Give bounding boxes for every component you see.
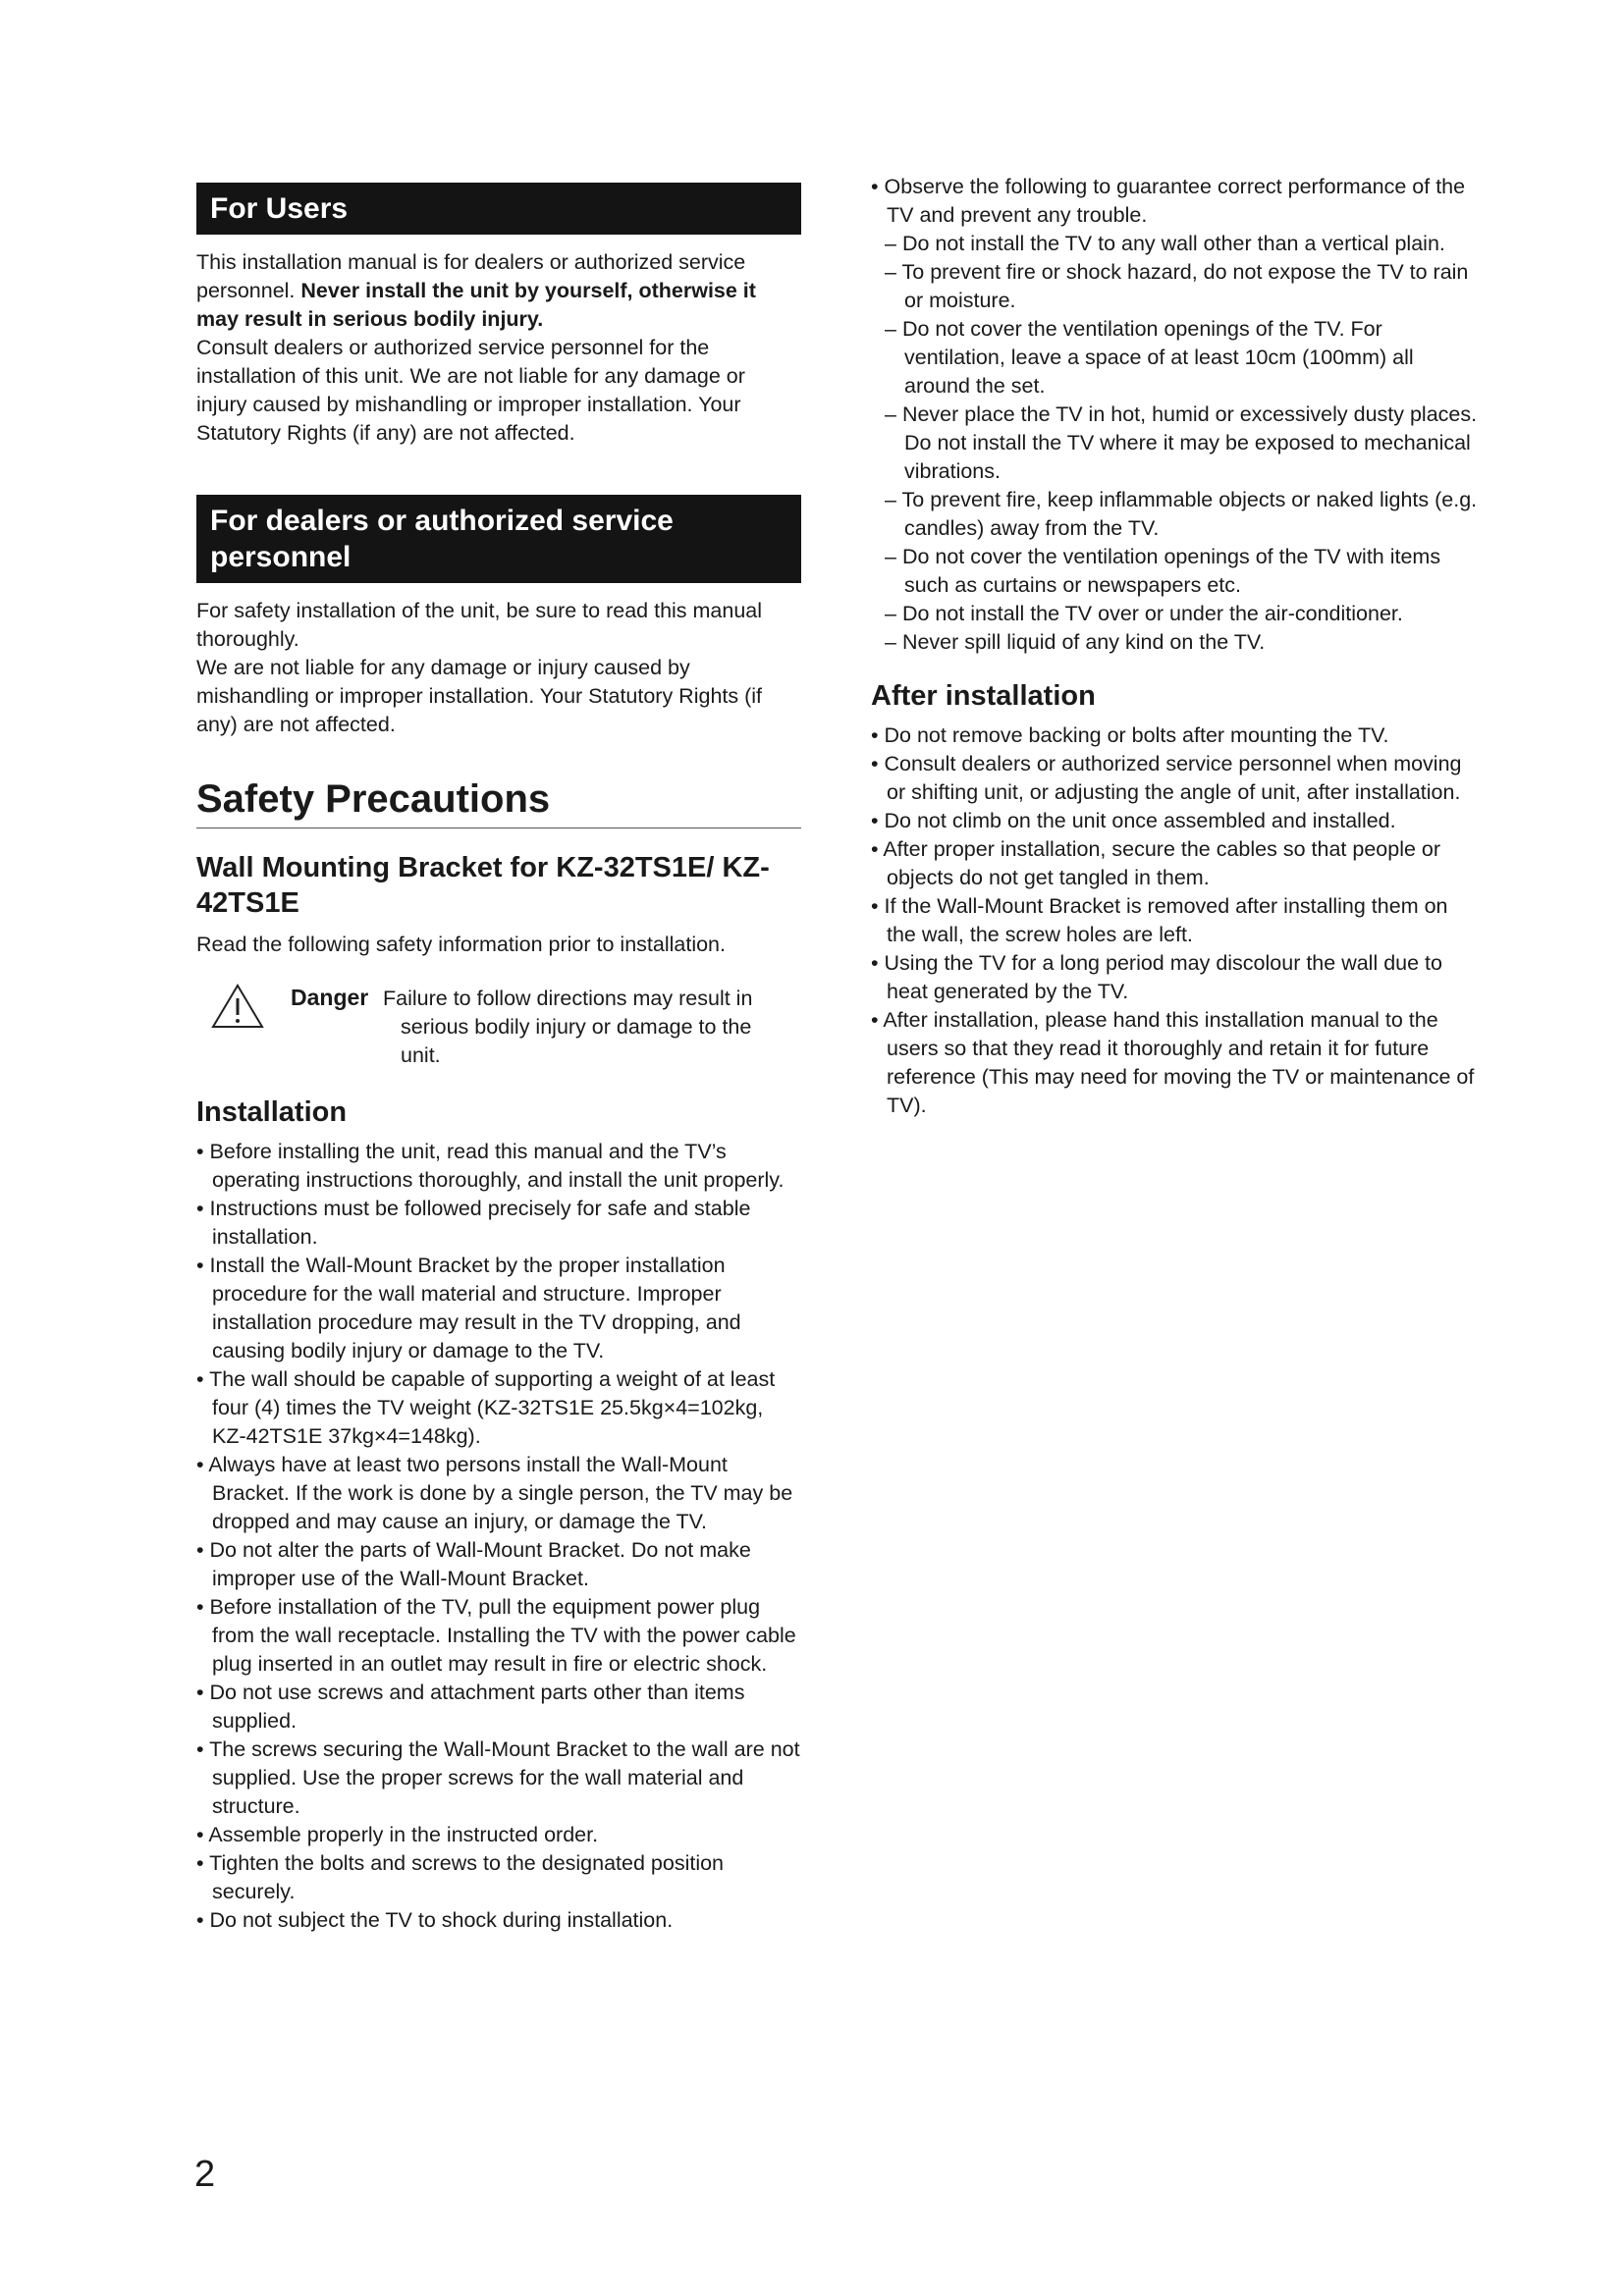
left-column [196, 183, 801, 1935]
warning-triangle-icon [210, 983, 265, 1030]
page-number: 2 [194, 2154, 216, 2195]
installation-heading: Installation [196, 1096, 348, 1128]
list-item: • Assemble properly in the instructed order. [196, 1821, 801, 1849]
list-item: – To prevent fire, keep inflammable objects or naked lights (e.g. candles) away from the TV. [885, 486, 1480, 543]
list-item: • Do not alter the parts of Wall-Mount Bracket. Do not make improper use of the Wall-Mount Bracket. [196, 1536, 801, 1593]
for-dealers-heading: For dealers or authorized service personnel [196, 495, 801, 583]
list-item: • Do not use screws and attachment parts other than items supplied. [196, 1679, 801, 1735]
wall-mounting-subtitle: Wall Mounting Bracket for KZ-32TS1E/ KZ-42TS1E [196, 852, 770, 919]
danger-text [383, 985, 795, 1070]
list-item: • The wall should be capable of supporting a weight of at least four (4) times the TV weight (KZ-32TS1E 25.5kg×4=102kg, KZ-42TS1E 37kg×4=148kg). [196, 1365, 801, 1451]
after-installation-list [871, 721, 1480, 1120]
list-item: • Consult dealers or authorized service personnel when moving or shifting unit, or adjusting the angle of unit, after installation. [871, 750, 1480, 807]
installation-list [196, 1138, 801, 1935]
safety-intro: Read the following safety information prior to installation. [196, 933, 726, 956]
observe-lead: • Observe the following to guarantee correct performance of the TV and prevent any trouble. [871, 173, 1480, 230]
for-dealers-paragraph-2: We are not liable for any damage or injury caused by mishandling or improper installation. Your Statutory Rights (if any) are not affected. [196, 656, 763, 736]
list-item: • The screws securing the Wall-Mount Bracket to the wall are not supplied. Use the proper screws for the wall material and structure. [196, 1735, 801, 1821]
list-item: • After proper installation, secure the cables so that people or objects do not get tangled in them. [871, 835, 1480, 892]
list-item: – Do not cover the ventilation openings of the TV with items such as curtains or newspapers etc. [885, 543, 1480, 600]
list-item: – Do not install the TV to any wall other than a vertical plain. [885, 230, 1480, 258]
danger-text-rest: serious bodily injury or damage to the unit. [401, 1015, 752, 1067]
after-installation-heading: After installation [871, 680, 1096, 712]
list-item: • Using the TV for a long period may discolour the wall due to heat generated by the TV. [871, 949, 1480, 1006]
for-dealers-paragraph-1: For safety installation of the unit, be sure to read this manual thoroughly. [196, 599, 763, 651]
for-users-paragraph-1 [196, 248, 801, 334]
list-item: • Do not remove backing or bolts after mounting the TV. [871, 721, 1480, 750]
observe-sublist [871, 230, 1480, 657]
list-item: – Do not cover the ventilation openings of the TV. For ventilation, leave a space of at least 10cm (100mm) all around the set. [885, 315, 1480, 400]
list-item: • Always have at least two persons install the Wall-Mount Bracket. If the work is done by a single person, the TV may be dropped and may cause an injury, or damage the TV. [196, 1451, 801, 1536]
list-item: • Instructions must be followed precisely for safe and stable installation. [196, 1195, 801, 1252]
danger-text-first: Failure to follow directions may result in [383, 987, 753, 1010]
list-item: – Never spill liquid of any kind on the TV. [885, 628, 1480, 657]
observe-list [871, 173, 1480, 230]
list-item: • After installation, please hand this installation manual to the users so that they read it thoroughly and retain it for future reference (This may need for moving the TV or maintenance of TV). [871, 1006, 1480, 1120]
list-item: – To prevent fire or shock hazard, do not expose the TV to rain or moisture. [885, 258, 1480, 315]
danger-notice [196, 983, 801, 1073]
list-item: • Tighten the bolts and screws to the designated position securely. [196, 1849, 801, 1906]
list-item: • If the Wall-Mount Bracket is removed after installing them on the wall, the screw holes are left. [871, 892, 1480, 949]
list-item: • Do not subject the TV to shock during installation. [196, 1906, 801, 1935]
list-item: • Do not climb on the unit once assembled and installed. [871, 807, 1480, 835]
list-item: • Before installation of the TV, pull the equipment power plug from the wall receptacle. Installing the TV with the power cable plug inserted in an outlet may result in fire or electric shock. [196, 1593, 801, 1679]
danger-label: Danger [291, 985, 369, 1010]
list-item: – Do not install the TV over or under the air-conditioner. [885, 600, 1480, 628]
list-item: – Never place the TV in hot, humid or excessively dusty places. Do not install the TV where it may be exposed to mechanical vibrations. [885, 400, 1480, 486]
list-item: • Before installing the unit, read this manual and the TV’s operating instructions thoroughly, and install the unit properly. [196, 1138, 801, 1195]
safety-precautions-title: Safety Precautions [196, 776, 801, 828]
list-item: • Install the Wall-Mount Bracket by the proper installation procedure for the wall material and structure. Improper installation procedure may result in the TV dropping, and causing bodily injury or damage to the TV. [196, 1252, 801, 1365]
right-column [871, 173, 1480, 1120]
for-users-heading: For Users [196, 183, 801, 235]
for-users-paragraph-2: Consult dealers or authorized service personnel for the installation of this unit. We are not liable for any damage or injury caused by mishandling or improper installation. Your Statutory Rights (if any) are not affected. [196, 336, 745, 445]
for-users-p1-plain: This installation manual is for dealers or authorized service personnel. [196, 250, 746, 302]
for-users-p1-warning: Never install the unit by yourself, otherwise it may result in serious bodily injury. [196, 279, 756, 331]
